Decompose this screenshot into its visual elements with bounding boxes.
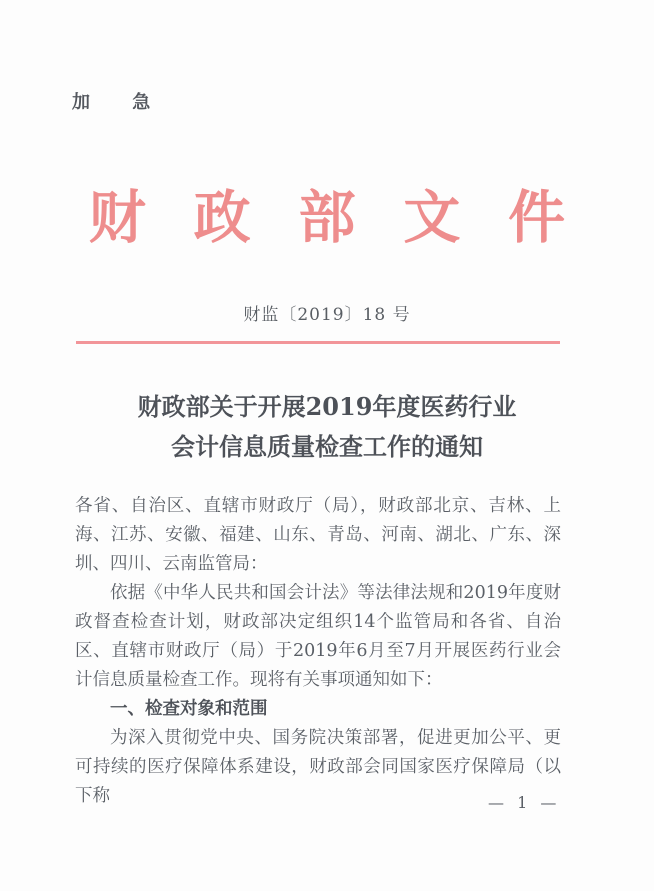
document-body (75, 492, 561, 811)
document-title-line1: 财政部关于开展2019年度医药行业 (137, 392, 517, 421)
document-number: 财监〔2019〕18 号 (243, 305, 411, 325)
document-title-line2: 会计信息质量检查工作的通知 (171, 432, 483, 461)
red-divider-line (76, 341, 560, 344)
urgency-label: 加 急 (72, 92, 169, 113)
body-paragraph-2: 为深入贯彻党中央、国务院决策部署，促进更加公平、更可持续的医疗保障体系建设，财政部会同国家医疗保障局（以下称 (75, 728, 561, 806)
section-1-heading: 一、检查对象和范围 (110, 699, 268, 719)
agency-banner-title: 财 政 部 文 件 (88, 184, 580, 251)
page-number: — 1 — (488, 793, 561, 812)
body-paragraph-1: 依据《中华人民共和国会计法》等法律法规和2019年度财政督查检查计划，财政部决定组织14个监管局和各省、自治区、直辖市财政厅（局）于2019年6月至7月开展医药行业会计信息质量检查工作。现将有关事项通知如下： (75, 583, 561, 690)
document-title (0, 387, 654, 467)
recipients-paragraph: 各省、自治区、直辖市财政厅（局），财政部北京、吉林、上海、江苏、安徽、福建、山东、青岛、河南、湖北、广东、深圳、四川、云南监管局： (75, 496, 561, 574)
